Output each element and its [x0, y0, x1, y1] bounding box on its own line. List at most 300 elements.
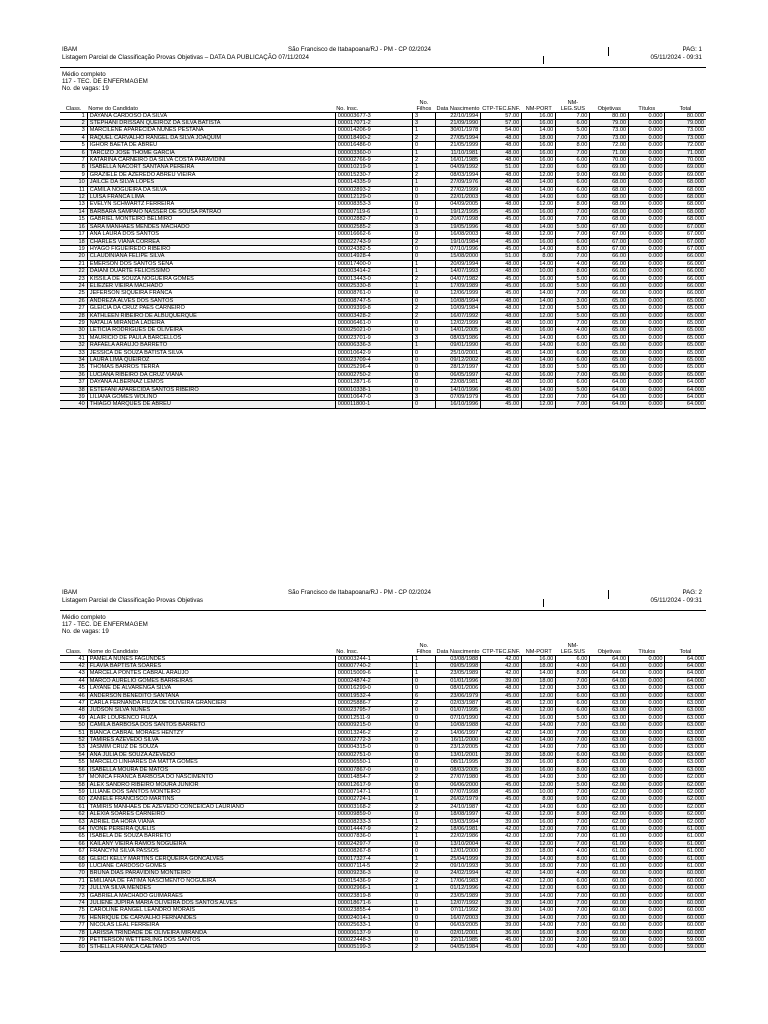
ctp-score-cell: 45.00 — [481, 245, 522, 252]
children-cell: 3 — [413, 334, 436, 341]
ctp-score-cell: 45.00 — [481, 282, 522, 289]
ctp-score-cell: 45.00 — [481, 394, 522, 401]
rank-cell: 74 — [60, 900, 87, 907]
rank-cell: 72 — [60, 885, 87, 892]
rank-cell: 9 — [60, 171, 87, 178]
ctp-score-cell: 45.00 — [481, 692, 522, 699]
birth-date-cell: 19/12/1995 — [435, 208, 480, 215]
objective-score-cell: 70.00 — [590, 157, 629, 164]
sus-score-cell: 6.00 — [556, 877, 590, 884]
port-score-cell: 14.00 — [522, 803, 556, 810]
sus-score-cell: 8.00 — [556, 759, 590, 766]
ctp-score-cell: 45.00 — [481, 386, 522, 393]
titles-score-cell: 0.000 — [629, 379, 665, 386]
total-score-cell: 61.000 — [665, 833, 706, 840]
sus-score-cell: 8.00 — [556, 245, 590, 252]
column-header: NM-LEG.SUS — [556, 100, 590, 113]
candidate-name-cell: ISABELLA NACORT SANTANA PEREIRA — [87, 164, 335, 171]
port-score-cell: 16.00 — [522, 157, 556, 164]
registration-cell: 000006137-9 — [335, 929, 412, 936]
page-number: PAG: 2 — [682, 589, 702, 596]
objective-score-cell: 66.00 — [590, 268, 629, 275]
birth-date-cell: 09/12/2002 — [435, 357, 480, 364]
children-cell: 1 — [413, 818, 436, 825]
sus-score-cell: 6.00 — [556, 357, 590, 364]
candidate-name-cell: EMERSON DOS SANTOS SENA — [87, 260, 335, 267]
candidate-name-cell: CAROLINE RANGEL LEANDRO MORAIS — [87, 907, 335, 914]
children-cell: 0 — [413, 788, 436, 795]
column-header: Total — [665, 100, 706, 113]
table-row — [60, 825, 706, 832]
candidate-name-cell: KATARINA CARNEIRO DA SILVA COSTA PARAVIDINI — [87, 157, 335, 164]
objective-score-cell: 67.00 — [590, 223, 629, 230]
rank-cell: 78 — [60, 929, 87, 936]
total-score-cell: 64.000 — [665, 401, 706, 408]
registration-cell: 000007119-6 — [335, 208, 412, 215]
registration-cell: 000015009-6 — [335, 670, 412, 677]
objective-score-cell: 64.00 — [590, 677, 629, 684]
registration-cell: 000016662-6 — [335, 231, 412, 238]
table-row — [60, 848, 706, 855]
column-header: Nome do Candidato — [87, 100, 335, 113]
birth-date-cell: 14/10/1996 — [435, 386, 480, 393]
registration-cell: 000011800-1 — [335, 401, 412, 408]
ctp-score-cell: 48.00 — [481, 134, 522, 141]
candidate-name-cell: JASMIM CRUZ DE SOUZA — [87, 744, 335, 751]
children-cell: 0 — [413, 364, 436, 371]
page-1 — [60, 45, 706, 409]
ctp-score-cell: 39.00 — [481, 855, 522, 862]
candidate-name-cell: GLEICIA DA CRUZ PAES CARNEIRO — [87, 305, 335, 312]
candidate-name-cell: KAILANY VIEIRA RAMOS NOGUEIRA — [87, 840, 335, 847]
candidate-name-cell: THIAGO MARQUES DE ABREU — [87, 401, 335, 408]
candidate-name-cell: GRAZIELE DE AZEREDO ABREU VIEIRA — [87, 171, 335, 178]
registration-cell: 000003677-3 — [335, 112, 412, 119]
children-cell: 0 — [413, 848, 436, 855]
registration-cell: 000002750-2 — [335, 371, 412, 378]
total-score-cell: 63.000 — [665, 707, 706, 714]
table-row — [60, 900, 706, 907]
registration-cell: 000023819-8 — [335, 892, 412, 899]
rank-cell: 66 — [60, 840, 87, 847]
port-score-cell: 12.00 — [522, 781, 556, 788]
port-score-cell: 16.00 — [522, 282, 556, 289]
candidate-name-cell: GABRIEL MONTEIRO BELMIRO — [87, 216, 335, 223]
objective-score-cell: 60.00 — [590, 877, 629, 884]
titles-score-cell: 0.000 — [629, 803, 665, 810]
table-row — [60, 394, 706, 401]
objective-score-cell: 61.00 — [590, 825, 629, 832]
candidate-name-cell: BRUNA DIAS PARAVIDINO MONTEIRO — [87, 870, 335, 877]
birth-date-cell: 18/08/1997 — [435, 811, 480, 818]
titles-score-cell: 0.000 — [629, 238, 665, 245]
port-score-cell: 16.00 — [522, 142, 556, 149]
titles-score-cell: 0.000 — [629, 729, 665, 736]
sus-score-cell: 7.00 — [556, 922, 590, 929]
rank-cell: 38 — [60, 386, 87, 393]
children-cell: 1 — [413, 149, 436, 156]
registration-cell: 000002751-0 — [335, 751, 412, 758]
objective-score-cell: 68.00 — [590, 201, 629, 208]
children-cell: 2 — [413, 862, 436, 869]
table-row — [60, 312, 706, 319]
children-cell: 0 — [413, 327, 436, 334]
sus-score-cell: 7.00 — [556, 862, 590, 869]
candidate-name-cell: STEPHANI DRISSAN QUEIROZ DA SILVA BATISTA — [87, 120, 335, 127]
birth-date-cell: 13/10/2004 — [435, 840, 480, 847]
candidate-name-cell: RAFAELA ARAUJO BARRETO — [87, 342, 335, 349]
table-row — [60, 127, 706, 134]
column-header: Objetivas — [590, 643, 629, 656]
ctp-score-cell: 48.00 — [481, 260, 522, 267]
table-row — [60, 201, 706, 208]
port-score-cell: 12.00 — [522, 171, 556, 178]
children-cell: 0 — [413, 216, 436, 223]
titles-score-cell: 0.000 — [629, 692, 665, 699]
children-cell: 2 — [413, 877, 436, 884]
titles-score-cell: 0.000 — [629, 677, 665, 684]
table-row — [60, 670, 706, 677]
column-header: Class. — [60, 100, 87, 113]
contest-title: São Francisco de Itabapoana/RJ - PM - CP 02/2024 — [288, 589, 431, 596]
total-score-cell: 62.000 — [665, 803, 706, 810]
table-row — [60, 774, 706, 781]
table-row — [60, 282, 706, 289]
objective-score-cell: 66.00 — [590, 253, 629, 260]
children-cell: 0 — [413, 744, 436, 751]
ctp-score-cell: 42.00 — [481, 803, 522, 810]
rank-cell: 73 — [60, 892, 87, 899]
sus-score-cell: 6.00 — [556, 186, 590, 193]
port-score-cell: 16.00 — [522, 149, 556, 156]
objective-score-cell: 79.00 — [590, 120, 629, 127]
objective-score-cell: 73.00 — [590, 134, 629, 141]
children-cell: 1 — [413, 663, 436, 670]
birth-date-cell: 06/06/2000 — [435, 781, 480, 788]
titles-score-cell: 0.000 — [629, 157, 665, 164]
titles-score-cell: 0.000 — [629, 394, 665, 401]
titles-score-cell: 0.000 — [629, 112, 665, 119]
birth-date-cell: 01/01/1996 — [435, 677, 480, 684]
birth-date-cell: 25/04/1999 — [435, 855, 480, 862]
total-score-cell: 67.000 — [665, 245, 706, 252]
total-score-cell: 62.000 — [665, 781, 706, 788]
birth-date-cell: 09/01/1990 — [435, 342, 480, 349]
total-score-cell: 60.000 — [665, 885, 706, 892]
objective-score-cell: 61.00 — [590, 855, 629, 862]
sus-score-cell: 7.00 — [556, 401, 590, 408]
ctp-score-cell: 48.00 — [481, 142, 522, 149]
ctp-score-cell: 57.00 — [481, 112, 522, 119]
table-row — [60, 788, 706, 795]
total-score-cell: 68.000 — [665, 179, 706, 186]
titles-score-cell: 0.000 — [629, 142, 665, 149]
objective-score-cell: 65.00 — [590, 305, 629, 312]
candidate-name-cell: ANA LAURA DOS SANTOS — [87, 231, 335, 238]
titles-score-cell: 0.000 — [629, 900, 665, 907]
candidate-name-cell: ANDREZA ALVES DOS SANTOS — [87, 297, 335, 304]
sus-score-cell: 7.00 — [556, 840, 590, 847]
candidate-name-cell: FRANCYNI SILVA PASSOS — [87, 848, 335, 855]
titles-score-cell: 0.000 — [629, 855, 665, 862]
page-header — [60, 588, 706, 611]
children-cell: 1 — [413, 885, 436, 892]
table-row — [60, 260, 706, 267]
birth-date-cell: 12/06/1999 — [435, 290, 480, 297]
objective-score-cell: 64.00 — [590, 401, 629, 408]
ctp-score-cell: 39.00 — [481, 766, 522, 773]
registration-cell: 000014928-4 — [335, 253, 412, 260]
titles-score-cell: 0.000 — [629, 788, 665, 795]
candidate-name-cell: MONICA FRANCA BARBOSA DO NASCIMENTO — [87, 774, 335, 781]
objective-score-cell: 71.00 — [590, 149, 629, 156]
birth-date-cell: 04/05/1984 — [435, 944, 480, 951]
ctp-score-cell: 42.00 — [481, 825, 522, 832]
rank-cell: 52 — [60, 737, 87, 744]
birth-date-cell: 09/10/1993 — [435, 862, 480, 869]
total-score-cell: 60.000 — [665, 922, 706, 929]
column-header: Total — [665, 643, 706, 656]
total-score-cell: 63.000 — [665, 759, 706, 766]
candidate-name-cell: LAYANE DE ALVARENGA SILVA — [87, 685, 335, 692]
candidate-name-cell: LAURA LIMA QUEIROZ — [87, 357, 335, 364]
sus-score-cell: 7.00 — [556, 208, 590, 215]
candidate-name-cell: LUCIANE CARDOSO GOMES — [87, 862, 335, 869]
objective-score-cell: 59.00 — [590, 937, 629, 944]
birth-date-cell: 18/06/1981 — [435, 825, 480, 832]
port-score-cell: 8.00 — [522, 253, 556, 260]
children-cell: 0 — [413, 194, 436, 201]
rank-cell: 17 — [60, 231, 87, 238]
objective-score-cell: 65.00 — [590, 364, 629, 371]
birth-date-cell: 04/09/1992 — [435, 164, 480, 171]
ctp-score-cell: 42.00 — [481, 885, 522, 892]
objective-score-cell: 61.00 — [590, 848, 629, 855]
sus-score-cell: 8.00 — [556, 670, 590, 677]
table-row — [60, 655, 706, 662]
birth-date-cell: 16/07/1992 — [435, 312, 480, 319]
total-score-cell: 62.000 — [665, 774, 706, 781]
birth-date-cell: 10/09/1984 — [435, 305, 480, 312]
birth-date-cell: 02/03/1987 — [435, 700, 480, 707]
candidate-name-cell: PETTERSON WETTERLING DOS SANTOS — [87, 937, 335, 944]
rank-cell: 36 — [60, 371, 87, 378]
candidate-name-cell: EMILIANA DE FATIMA NASCIMENTO NOGUEIRA — [87, 877, 335, 884]
registration-cell: 000017327-4 — [335, 855, 412, 862]
port-score-cell: 12.00 — [522, 885, 556, 892]
children-cell: 1 — [413, 833, 436, 840]
titles-score-cell: 0.000 — [629, 937, 665, 944]
table-row — [60, 677, 706, 684]
contest-title: São Francisco de Itabapoana/RJ - PM - CP 02/2024 — [288, 46, 431, 53]
candidate-name-cell: HENRIQUE DE CARVALHO FERNANDES — [87, 914, 335, 921]
total-score-cell: 64.000 — [665, 670, 706, 677]
objective-score-cell: 68.00 — [590, 194, 629, 201]
children-cell: 1 — [413, 655, 436, 662]
ctp-score-cell: 48.00 — [481, 379, 522, 386]
birth-date-cell: 21/09/1990 — [435, 120, 480, 127]
registration-cell: 000023709-4 — [335, 357, 412, 364]
sus-score-cell: 7.00 — [556, 825, 590, 832]
children-cell: 3 — [413, 394, 436, 401]
titles-score-cell: 0.000 — [629, 870, 665, 877]
titles-score-cell: 0.000 — [629, 164, 665, 171]
total-score-cell: 62.000 — [665, 811, 706, 818]
titles-score-cell: 0.000 — [629, 327, 665, 334]
titles-score-cell: 0.000 — [629, 312, 665, 319]
candidate-name-cell: CLAUDINIANA FELIPE SILVA — [87, 253, 335, 260]
birth-date-cell: 22/10/1994 — [435, 112, 480, 119]
birth-date-cell: 19/05/1996 — [435, 223, 480, 230]
titles-score-cell: 0.000 — [629, 685, 665, 692]
candidate-name-cell: LUISA FRANCA LIMA — [87, 194, 335, 201]
port-score-cell: 16.00 — [522, 208, 556, 215]
port-score-cell: 12.00 — [522, 394, 556, 401]
registration-cell: 000024297-7 — [335, 840, 412, 847]
sus-score-cell: 8.00 — [556, 201, 590, 208]
rank-cell: 61 — [60, 803, 87, 810]
ctp-score-cell: 45.00 — [481, 781, 522, 788]
job-role: 117 - TEC. DE ENFERMAGEM — [62, 621, 148, 629]
rank-cell: 39 — [60, 394, 87, 401]
birth-date-cell: 04/09/2005 — [435, 201, 480, 208]
table-row — [60, 922, 706, 929]
rank-cell: 68 — [60, 855, 87, 862]
birth-date-cell: 04/07/1982 — [435, 275, 480, 282]
candidate-name-cell: NATALIA MIRANDA LADEIRA — [87, 319, 335, 326]
objective-score-cell: 63.00 — [590, 692, 629, 699]
birth-date-cell: 16/11/2000 — [435, 737, 480, 744]
total-score-cell: 73.000 — [665, 127, 706, 134]
ctp-score-cell: 45.00 — [481, 700, 522, 707]
port-score-cell: 14.00 — [522, 127, 556, 134]
objective-score-cell: 65.00 — [590, 312, 629, 319]
children-cell: 1 — [413, 268, 436, 275]
objective-score-cell: 62.00 — [590, 788, 629, 795]
port-score-cell: 16.00 — [522, 929, 556, 936]
objective-score-cell: 65.00 — [590, 297, 629, 304]
objective-score-cell: 64.00 — [590, 655, 629, 662]
birth-date-cell: 16/01/1985 — [435, 157, 480, 164]
birth-date-cell: 08/11/1995 — [435, 759, 480, 766]
table-row — [60, 231, 706, 238]
children-cell: 0 — [413, 922, 436, 929]
sus-score-cell: 4.00 — [556, 944, 590, 951]
port-score-cell: 12.00 — [522, 937, 556, 944]
rank-cell: 41 — [60, 655, 87, 662]
birth-date-cell: 12/07/1992 — [435, 900, 480, 907]
total-score-cell: 73.000 — [665, 134, 706, 141]
sus-score-cell: 5.00 — [556, 275, 590, 282]
table-row — [60, 334, 706, 341]
registration-cell: 000025296-4 — [335, 364, 412, 371]
birth-date-cell: 07/07/1998 — [435, 788, 480, 795]
table-row — [60, 268, 706, 275]
children-cell: 2 — [413, 803, 436, 810]
titles-score-cell: 0.000 — [629, 722, 665, 729]
objective-score-cell: 60.00 — [590, 870, 629, 877]
total-score-cell: 66.000 — [665, 268, 706, 275]
port-score-cell: 14.00 — [522, 914, 556, 921]
titles-score-cell: 0.000 — [629, 655, 665, 662]
birth-date-cell: 07/11/1992 — [435, 907, 480, 914]
port-score-cell: 10.00 — [522, 379, 556, 386]
titles-score-cell: 0.000 — [629, 171, 665, 178]
table-row — [60, 208, 706, 215]
candidate-name-cell: MARCELO LINHARES DA MATTA GOMES — [87, 759, 335, 766]
children-cell: 6 — [413, 692, 436, 699]
children-cell: 3 — [413, 112, 436, 119]
titles-score-cell: 0.000 — [629, 305, 665, 312]
rank-cell: 12 — [60, 194, 87, 201]
column-header: Class. — [60, 643, 87, 656]
birth-date-cell: 03/08/1988 — [435, 655, 480, 662]
children-cell: 0 — [413, 759, 436, 766]
children-cell: 2 — [413, 275, 436, 282]
listing-meta — [60, 71, 706, 93]
port-score-cell: 12.00 — [522, 840, 556, 847]
objective-score-cell: 65.00 — [590, 319, 629, 326]
registration-cell: 000007114-5 — [335, 862, 412, 869]
candidate-name-cell: MARCILENE APARECIDA NUNES PESTANA — [87, 127, 335, 134]
total-score-cell: 62.000 — [665, 788, 706, 795]
candidate-name-cell: ANDERSON BENEDITO SANTANA — [87, 692, 335, 699]
registration-cell: 000009399-8 — [335, 305, 412, 312]
objective-score-cell: 64.00 — [590, 663, 629, 670]
table-row — [60, 149, 706, 156]
registration-cell: 000009236-3 — [335, 870, 412, 877]
objective-score-cell: 62.00 — [590, 781, 629, 788]
rank-cell: 25 — [60, 290, 87, 297]
rank-cell: 45 — [60, 685, 87, 692]
registration-cell: 000023795-7 — [335, 707, 412, 714]
ctp-score-cell: 45.00 — [481, 238, 522, 245]
total-score-cell: 68.000 — [665, 194, 706, 201]
table-row — [60, 862, 706, 869]
total-score-cell: 63.000 — [665, 751, 706, 758]
table-row — [60, 112, 706, 119]
children-cell: 1 — [413, 260, 436, 267]
ctp-score-cell: 45.00 — [481, 334, 522, 341]
birth-date-cell: 26/02/1979 — [435, 796, 480, 803]
total-score-cell: 61.000 — [665, 840, 706, 847]
titles-score-cell: 0.000 — [629, 201, 665, 208]
column-header: Nome do Candidato — [87, 643, 335, 656]
ctp-score-cell: 42.00 — [481, 877, 522, 884]
titles-score-cell: 0.000 — [629, 282, 665, 289]
children-cell: 0 — [413, 371, 436, 378]
objective-score-cell: 63.00 — [590, 700, 629, 707]
ctp-score-cell: 48.00 — [481, 305, 522, 312]
candidate-name-cell: JEFERSON SIQUEIRA FRANCA — [87, 290, 335, 297]
registration-cell: 000014854-7 — [335, 774, 412, 781]
titles-score-cell: 0.000 — [629, 194, 665, 201]
rank-cell: 10 — [60, 179, 87, 186]
birth-date-cell: 10/08/1994 — [435, 297, 480, 304]
ctp-score-cell: 42.00 — [481, 870, 522, 877]
port-score-cell: 14.00 — [522, 729, 556, 736]
registration-cell: 000023855-4 — [335, 907, 412, 914]
children-cell: 0 — [413, 379, 436, 386]
rank-cell: 7 — [60, 157, 87, 164]
sus-score-cell: 7.00 — [556, 722, 590, 729]
port-score-cell: 16.00 — [522, 120, 556, 127]
titles-score-cell: 0.000 — [629, 319, 665, 326]
rank-cell: 64 — [60, 825, 87, 832]
registration-cell: 000013443-0 — [335, 275, 412, 282]
rank-cell: 76 — [60, 914, 87, 921]
registration-cell: 000017071-2 — [335, 120, 412, 127]
